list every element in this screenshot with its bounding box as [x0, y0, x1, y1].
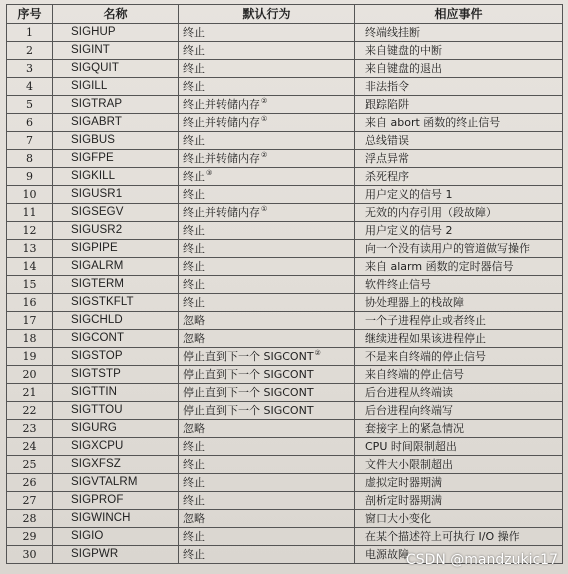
- table-row: [7, 168, 563, 186]
- signal-name: [53, 402, 179, 420]
- signal-name-text: SIGCONT: [71, 332, 125, 344]
- signal-number: [7, 42, 53, 60]
- signal-event-text: 一个子进程停止或者终止: [365, 314, 486, 327]
- signal-event: [355, 222, 563, 240]
- default-action-text: 终止: [183, 80, 205, 93]
- signal-name: [53, 186, 179, 204]
- signal-name: [53, 60, 179, 78]
- signal-event-text: 继续进程如果该进程停止: [365, 332, 486, 345]
- signal-number-text: 8: [26, 152, 33, 165]
- signal-number-text: 1: [26, 26, 33, 39]
- signal-name-text: SIGTTOU: [71, 404, 123, 416]
- signal-name-text: SIGUSR1: [71, 188, 123, 200]
- signal-number-text: 18: [22, 332, 37, 345]
- signal-event: [355, 492, 563, 510]
- signal-number: [7, 366, 53, 384]
- signal-name-text: SIGSEGV: [71, 206, 124, 218]
- default-action: [179, 438, 355, 456]
- signal-name-text: SIGTERM: [71, 278, 125, 290]
- default-action: [179, 348, 355, 366]
- signal-event-text: 非法指令: [365, 80, 409, 93]
- signal-name: [53, 222, 179, 240]
- signal-number: [7, 456, 53, 474]
- signal-number: [7, 132, 53, 150]
- signal-number: [7, 114, 53, 132]
- default-action: [179, 420, 355, 438]
- signal-number-text: 16: [22, 296, 37, 309]
- signal-event: [355, 294, 563, 312]
- default-action: [179, 240, 355, 258]
- table-row: [7, 24, 563, 42]
- signal-name: [53, 42, 179, 60]
- signal-event-text: 总线错误: [365, 134, 409, 147]
- default-action-text: 终止并转储内存: [183, 152, 260, 165]
- default-action-text: 终止: [183, 242, 205, 255]
- signal-event: [355, 150, 563, 168]
- signal-name-text: SIGINT: [71, 44, 110, 56]
- signal-name-text: SIGXFSZ: [71, 458, 121, 470]
- signal-number: [7, 150, 53, 168]
- default-action-text: 终止: [183, 278, 205, 291]
- default-action-text: 忽略: [183, 314, 205, 327]
- signal-number: [7, 438, 53, 456]
- signal-number-text: 28: [22, 512, 37, 525]
- table-row: [7, 438, 563, 456]
- signal-number-text: 27: [22, 494, 37, 507]
- table-header-row: [7, 5, 563, 24]
- signal-event: [355, 348, 563, 366]
- signal-name-text: SIGHUP: [71, 26, 116, 38]
- signal-name-text: SIGPWR: [71, 548, 119, 560]
- signal-name-text: SIGWINCH: [71, 512, 131, 524]
- signal-name: [53, 312, 179, 330]
- table-row: [7, 456, 563, 474]
- table-row: [7, 420, 563, 438]
- signal-number: [7, 330, 53, 348]
- signal-event-text: 电源故障: [365, 548, 409, 561]
- default-action-text: 终止: [183, 458, 205, 471]
- signal-number-text: 10: [22, 188, 37, 201]
- signal-event-text: 来自终端的停止信号: [365, 368, 464, 381]
- table-body: [7, 24, 563, 564]
- signal-number-text: 23: [22, 422, 37, 435]
- signal-number-text: 25: [22, 458, 37, 471]
- signal-name-text: SIGILL: [71, 80, 108, 92]
- default-action-text: 终止: [183, 188, 205, 201]
- table-row: [7, 42, 563, 60]
- signal-event-text: CPU 时间限制超出: [365, 440, 457, 453]
- default-action: [179, 78, 355, 96]
- signal-number: [7, 384, 53, 402]
- signal-event-text: 来自键盘的退出: [365, 62, 442, 75]
- table-row: [7, 240, 563, 258]
- header-event: 相应事件: [355, 5, 563, 24]
- signal-event: [355, 186, 563, 204]
- signal-event-text: 剖析定时器期满: [365, 494, 442, 507]
- signal-event-text: 来自 abort 函数的终止信号: [365, 116, 501, 129]
- signal-name: [53, 492, 179, 510]
- signal-event: [355, 528, 563, 546]
- signal-name-text: SIGABRT: [71, 116, 122, 128]
- signal-name-text: SIGQUIT: [71, 62, 119, 74]
- signal-number-text: 5: [26, 98, 33, 111]
- default-action: [179, 366, 355, 384]
- signal-event: [355, 456, 563, 474]
- default-action-text: 终止: [183, 494, 205, 507]
- signal-name-text: SIGPIPE: [71, 242, 118, 254]
- default-action-text: 忽略: [183, 512, 205, 525]
- header-default-action: 默认行为: [179, 5, 355, 24]
- signal-number-text: 30: [22, 548, 37, 561]
- signal-event-text: 来自 alarm 函数的定时器信号: [365, 260, 514, 273]
- default-action: [179, 312, 355, 330]
- default-action-text: 终止: [183, 134, 205, 147]
- signal-number-text: 4: [26, 80, 33, 93]
- default-action: [179, 276, 355, 294]
- signal-event-text: 窗口大小变化: [365, 512, 431, 525]
- signal-event: [355, 96, 563, 114]
- default-action-text: 停止直到下一个 SIGCONT: [183, 350, 314, 363]
- signal-name: [53, 150, 179, 168]
- signal-event-text: 终端线挂断: [365, 26, 420, 39]
- default-action-text: 终止: [183, 44, 205, 57]
- default-action: [179, 150, 355, 168]
- signal-event-text: 用户定义的信号 2: [365, 224, 453, 237]
- signal-table: [6, 4, 563, 564]
- signal-name: [53, 438, 179, 456]
- signal-event: [355, 276, 563, 294]
- table-row: [7, 204, 563, 222]
- signal-name: [53, 456, 179, 474]
- signal-event: [355, 240, 563, 258]
- signal-number: [7, 222, 53, 240]
- default-action: [179, 546, 355, 564]
- footnote-marker: ②: [261, 151, 268, 159]
- signal-number: [7, 348, 53, 366]
- default-action: [179, 222, 355, 240]
- default-action-text: 停止直到下一个 SIGCONT: [183, 386, 314, 399]
- signal-event: [355, 330, 563, 348]
- default-action: [179, 168, 355, 186]
- signal-event-text: 协处理器上的栈故障: [365, 296, 464, 309]
- default-action: [179, 456, 355, 474]
- signal-name-text: SIGSTKFLT: [71, 296, 134, 308]
- signal-name: [53, 258, 179, 276]
- table-row: [7, 528, 563, 546]
- table-row: [7, 132, 563, 150]
- header-number: 序号: [7, 5, 53, 24]
- signal-number: [7, 186, 53, 204]
- default-action-text: 终止: [183, 548, 205, 561]
- footnote-marker: ①: [261, 205, 268, 213]
- table-row: [7, 276, 563, 294]
- signal-name: [53, 240, 179, 258]
- signal-name: [53, 384, 179, 402]
- default-action: [179, 186, 355, 204]
- signal-event: [355, 402, 563, 420]
- signal-number-text: 21: [22, 386, 37, 399]
- signal-number: [7, 546, 53, 564]
- signal-number-text: 19: [22, 350, 37, 363]
- signal-event: [355, 132, 563, 150]
- signal-number: [7, 24, 53, 42]
- signal-name-text: SIGBUS: [71, 134, 116, 146]
- signal-name-text: SIGURG: [71, 422, 117, 434]
- signal-number: [7, 492, 53, 510]
- signal-name: [53, 114, 179, 132]
- default-action: [179, 492, 355, 510]
- signal-number-text: 7: [26, 134, 33, 147]
- signal-name: [53, 420, 179, 438]
- signal-event-text: 用户定义的信号 1: [365, 188, 453, 201]
- table-row: [7, 492, 563, 510]
- default-action-text: 停止直到下一个 SIGCONT: [183, 368, 314, 381]
- table-row: [7, 402, 563, 420]
- default-action: [179, 330, 355, 348]
- footnote-marker: ②: [314, 349, 321, 357]
- signal-number-text: 9: [26, 170, 33, 183]
- default-action-text: 终止: [183, 440, 205, 453]
- signal-name-text: SIGFPE: [71, 152, 114, 164]
- default-action-text: 停止直到下一个 SIGCONT: [183, 404, 314, 417]
- signal-number: [7, 528, 53, 546]
- table-row: [7, 366, 563, 384]
- signal-event: [355, 168, 563, 186]
- signal-name: [53, 78, 179, 96]
- table-row: [7, 384, 563, 402]
- signal-name-text: SIGPROF: [71, 494, 124, 506]
- signal-event: [355, 510, 563, 528]
- default-action: [179, 294, 355, 312]
- signal-name-text: SIGTSTP: [71, 368, 121, 380]
- signal-name-text: SIGXCPU: [71, 440, 124, 452]
- signal-name-text: SIGVTALRM: [71, 476, 138, 488]
- signal-number: [7, 78, 53, 96]
- table-row: [7, 510, 563, 528]
- signal-number: [7, 420, 53, 438]
- signal-number-text: 20: [22, 368, 37, 381]
- signal-event: [355, 420, 563, 438]
- default-action-text: 忽略: [183, 422, 205, 435]
- signal-number-text: 26: [22, 476, 37, 489]
- table-row: [7, 114, 563, 132]
- signal-number-text: 2: [26, 44, 33, 57]
- signal-name: [53, 204, 179, 222]
- signal-name-text: SIGCHLD: [71, 314, 123, 326]
- default-action: [179, 204, 355, 222]
- footnote-marker: ②: [261, 97, 268, 105]
- signal-number: [7, 204, 53, 222]
- default-action: [179, 132, 355, 150]
- signal-name: [53, 294, 179, 312]
- signal-name: [53, 330, 179, 348]
- signal-name: [53, 24, 179, 42]
- signal-name-text: SIGTTIN: [71, 386, 118, 398]
- signal-name: [53, 168, 179, 186]
- signal-name: [53, 510, 179, 528]
- signal-number: [7, 510, 53, 528]
- signal-event: [355, 42, 563, 60]
- signal-name: [53, 96, 179, 114]
- signal-event-text: 向一个没有读用户的管道做写操作: [365, 242, 530, 255]
- signal-number-text: 14: [22, 260, 37, 273]
- signal-event-text: 无效的内存引用（段故障）: [365, 206, 497, 219]
- signal-name: [53, 348, 179, 366]
- signal-event-text: 后台进程从终端读: [365, 386, 453, 399]
- default-action: [179, 114, 355, 132]
- signal-number-text: 15: [22, 278, 37, 291]
- footnote-marker: ①: [261, 115, 268, 123]
- table-row: [7, 258, 563, 276]
- signal-event-text: 跟踪陷阱: [365, 98, 409, 111]
- signal-number-text: 12: [22, 224, 37, 237]
- signal-event-text: 套接字上的紧急情况: [365, 422, 464, 435]
- signal-name-text: SIGKILL: [71, 170, 116, 182]
- watermark: CSDN @mandzukic17: [405, 552, 558, 568]
- signal-event: [355, 78, 563, 96]
- default-action: [179, 384, 355, 402]
- signal-number-text: 13: [22, 242, 37, 255]
- table-row: [7, 96, 563, 114]
- signal-event-text: 后台进程向终端写: [365, 404, 453, 417]
- signal-event: [355, 312, 563, 330]
- default-action-text: 终止: [183, 476, 205, 489]
- table-row: [7, 150, 563, 168]
- table-row: [7, 294, 563, 312]
- footnote-marker: ③: [206, 169, 213, 177]
- signal-number: [7, 276, 53, 294]
- signal-name: [53, 276, 179, 294]
- signal-event: [355, 384, 563, 402]
- signal-event-text: 文件大小限制超出: [365, 458, 453, 471]
- signal-number-text: 24: [22, 440, 37, 453]
- signal-name-text: SIGIO: [71, 530, 104, 542]
- signal-name-text: SIGSTOP: [71, 350, 123, 362]
- signal-event: [355, 474, 563, 492]
- table-row: [7, 186, 563, 204]
- table-row: [7, 78, 563, 96]
- signal-name: [53, 366, 179, 384]
- default-action-text: 终止: [183, 26, 205, 39]
- signal-name: [53, 132, 179, 150]
- signal-number-text: 11: [22, 206, 37, 219]
- signal-number: [7, 60, 53, 78]
- signal-event: [355, 24, 563, 42]
- signal-event-text: 不是来自终端的停止信号: [365, 350, 486, 363]
- signal-name: [53, 474, 179, 492]
- table-row: [7, 60, 563, 78]
- signal-event-text: 虚拟定时器期满: [365, 476, 442, 489]
- default-action-text: 终止并转储内存: [183, 206, 260, 219]
- signal-event-text: 杀死程序: [365, 170, 409, 183]
- table-row: [7, 348, 563, 366]
- default-action: [179, 474, 355, 492]
- signal-event: [355, 204, 563, 222]
- signal-event-text: 在某个描述符上可执行 I/O 操作: [365, 530, 520, 543]
- default-action: [179, 258, 355, 276]
- default-action-text: 终止: [183, 62, 205, 75]
- signal-number: [7, 402, 53, 420]
- signal-event: [355, 366, 563, 384]
- default-action-text: 终止: [183, 530, 205, 543]
- default-action-text: 忽略: [183, 332, 205, 345]
- signal-event-text: 浮点异常: [365, 152, 409, 165]
- signal-event: [355, 60, 563, 78]
- default-action-text: 终止: [183, 170, 205, 183]
- table-row: [7, 330, 563, 348]
- signal-event-text: 来自键盘的中断: [365, 44, 442, 57]
- default-action: [179, 42, 355, 60]
- header-name: 名称: [53, 5, 179, 24]
- default-action-text: 终止: [183, 296, 205, 309]
- default-action: [179, 510, 355, 528]
- signal-number: [7, 294, 53, 312]
- signal-number: [7, 96, 53, 114]
- signal-number: [7, 474, 53, 492]
- default-action-text: 终止: [183, 260, 205, 273]
- signal-number: [7, 168, 53, 186]
- default-action: [179, 24, 355, 42]
- default-action-text: 终止: [183, 224, 205, 237]
- signal-number-text: 3: [26, 62, 33, 75]
- default-action-text: 终止并转储内存: [183, 116, 260, 129]
- signal-name-text: SIGALRM: [71, 260, 124, 272]
- table-row: [7, 474, 563, 492]
- signal-number-text: 17: [22, 314, 37, 327]
- signal-number: [7, 240, 53, 258]
- signal-name-text: SIGTRAP: [71, 98, 123, 110]
- signal-number-text: 22: [22, 404, 37, 417]
- default-action: [179, 96, 355, 114]
- signal-event: [355, 438, 563, 456]
- default-action-text: 终止并转储内存: [183, 98, 260, 111]
- signal-number-text: 6: [26, 116, 33, 129]
- default-action: [179, 60, 355, 78]
- signal-event: [355, 114, 563, 132]
- table-row: [7, 312, 563, 330]
- signal-name-text: SIGUSR2: [71, 224, 123, 236]
- signal-event-text: 软件终止信号: [365, 278, 431, 291]
- signal-event: [355, 258, 563, 276]
- table-row: [7, 222, 563, 240]
- signal-number: [7, 258, 53, 276]
- default-action: [179, 528, 355, 546]
- default-action: [179, 402, 355, 420]
- signal-number: [7, 312, 53, 330]
- signal-name: [53, 546, 179, 564]
- signal-name: [53, 528, 179, 546]
- signal-number-text: 29: [22, 530, 37, 543]
